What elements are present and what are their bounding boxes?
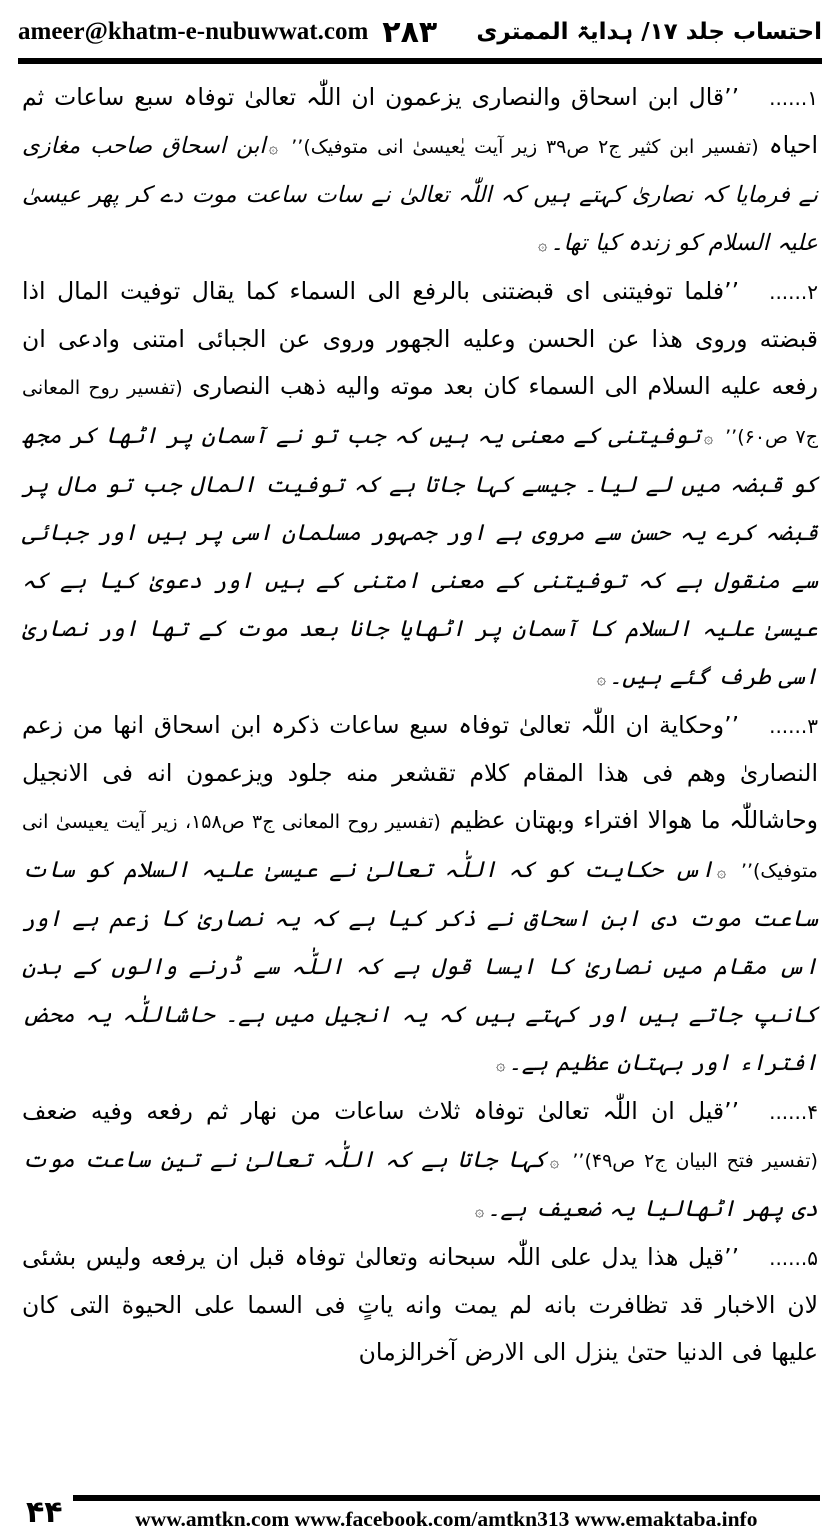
urdu-translation: توفیتنی کے معنی یہ ہیں کہ جب تو نے آسمان پر اٹھا کر مجھ کو قبضہ میں لے لیا۔ جیسے کہا جاتا ہے کہ توفیت المال جب تو مال پر قبضہ کرے یہ حسن سے مروی ہے اور جمہور مسلمان اسی پر ہیں اور جبائی سے منقول ہے کہ توفیتنی کے معنی امتنی کے ہیں اور دعویٰ کیا ہے کہ عیسیٰ علیہ السلام کا آسمان پر اٹھایا جانا بعد موت کے تھا اور نصاریٰ اسی طرف گئے ہیں۔	[22, 423, 818, 690]
paragraph-number: ۲......	[769, 280, 818, 304]
ornament-icon: ۞	[716, 862, 727, 881]
urdu-translation: اس حکایت کو کہ اللّٰہ تعالیٰ نے عیسیٰ علیہ السلام کو سات ساعت موت دی ابن اسحاق نے ذکر کیا ہے کہ یہ نصاریٰ کا زعم ہے اور اس مقام میں نصاریٰ کا ایسا قول ہے کہ اللّٰہ سے ڈرنے والوں کے بدن کانپ جاتے ہیں اور کہتے ہیں کہ یہ انجیل میں ہے۔ حاشاللّٰہ یہ محض افتراء اور بہتان عظیم ہے۔	[22, 857, 818, 1076]
page-footer	[20, 1486, 820, 1532]
urdu-translation: کہا جاتا ہے کہ اللّٰہ تعالیٰ نے تین ساعت موت دی پھر اٹھالیا یہ ضعیف ہے۔	[22, 1147, 818, 1222]
ornament-icon: ۞	[549, 1152, 560, 1171]
footer-page-number: ۴۴	[26, 1495, 63, 1530]
book-title: احتساب جلد ۱۷/ ہدایۃ الممتری	[476, 19, 822, 45]
ornament-icon: ۞	[596, 669, 606, 688]
urdu-translation: ابن اسحاق صاحب مغازی نے فرمایا کہ نصاریٰ کہتے ہیں کہ اللّٰہ تعالیٰ نے سات ساعت موت دے کر پھر عیسیٰ علیہ السلام کو زندہ کیا تھا۔	[22, 133, 818, 256]
paragraph-4	[22, 1088, 818, 1234]
source-citation: (تفسیر روح المعانی ج۳ ص۱۵۸، زیر آیت یعیسیٰ انی متوفیک)’’	[22, 811, 818, 882]
arabic-text: ’’فلما توفیتنی ای قبضتنی بالرفع الی السماء کما یقال توفیت المال اذا قبضته وروی هذا عن الحسن وعلیه الجهور وروی عن الجبائی امتنی وادعی ان رفعه علیه السلام الی السماء کان بعد موته والیه ذهب النصاری	[22, 277, 818, 400]
ornament-icon: ۞	[268, 138, 278, 157]
paragraph-3	[22, 702, 818, 1088]
arabic-text: ’’قیل هذا یدل علی اللّٰہ سبحانه وتعالیٰ توفاہ قبل ان یرفعه ولیس بشئی لان الاخبار قد تظافرت بانه لم یمت وانه یاتٍ فی السما علی الحیوة التی کان علیها فی الدنیا حتیٰ ینزل الی الارض آخرالزمان	[22, 1243, 818, 1366]
ornament-icon: ۞	[537, 235, 548, 254]
paragraph-2	[22, 268, 818, 702]
paragraph-number: ۵......	[769, 1246, 818, 1270]
ornament-icon: ۞	[496, 1055, 506, 1074]
footer-links: www.amtkn.com www.facebook.com/amtkn313 www.emaktaba.info	[73, 1495, 820, 1532]
page-header	[18, 6, 822, 64]
paragraph-1	[22, 74, 818, 268]
paragraph-5	[22, 1234, 818, 1376]
header-left	[18, 15, 437, 50]
paragraph-number: ۱......	[769, 86, 818, 110]
paragraph-number: ۳......	[769, 714, 818, 738]
page-number: ۲۸۳	[382, 14, 438, 50]
paragraph-number: ۴......	[769, 1100, 818, 1124]
arabic-text: ’’قیل ان اللّٰہ تعالیٰ توفاہ ثلاث ساعات من نهار ثم رفعه وفیه ضعف	[22, 1097, 740, 1125]
ornament-icon: ۞	[703, 428, 714, 447]
source-citation: (تفسیر فتح البیان ج۲ ص۴۹)’’	[572, 1150, 818, 1172]
source-citation: (تفسیر روح المعانی ج۷ ص۶۰)’’	[22, 377, 818, 448]
source-citation: (تفسیر ابن کثیر ج۲ ص۳۹ زیر آیت یٰعیسیٰ انی متوفیک)’’	[291, 136, 759, 158]
ornament-icon: ۞	[474, 1201, 485, 1220]
email-address: ameer@khatm-e-nubuwwat.com	[18, 18, 369, 45]
arabic-text: ’’وحکایة ان اللّٰہ تعالیٰ توفاہ سبع ساعات ذکرہ ابن اسحاق انها من زعم النصاریٰ وهم فی هذا المقام کلام تقشعر منه جلود ویزعمون انه فی الانجیل وحاشاللّٰہ ما هوالا افتراء وبهتان عظیم	[22, 711, 818, 834]
arabic-text: ’’قال ابن اسحاق والنصاری یزعمون ان اللّٰہ تعالیٰ توفاہ سبع ساعات ثم احیاہ	[22, 83, 818, 159]
page-content	[22, 74, 818, 1376]
